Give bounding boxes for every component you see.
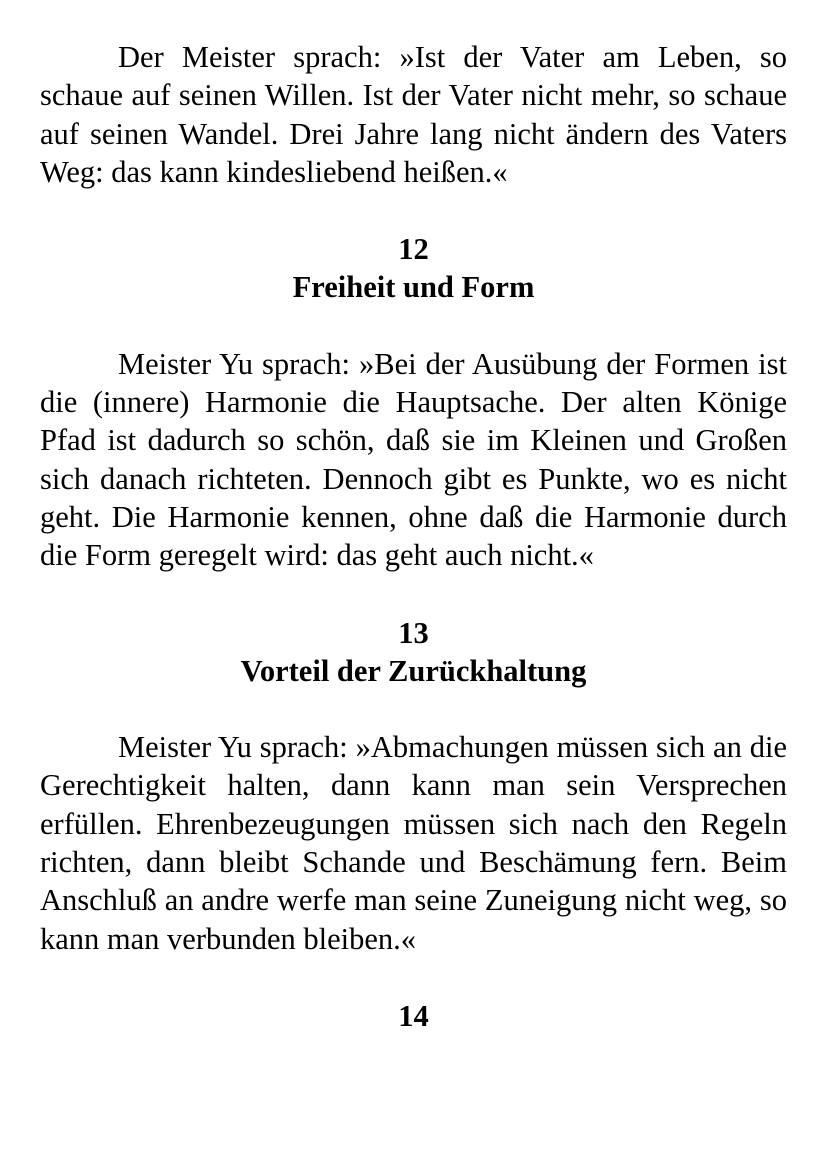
section-number: 13 <box>398 615 429 650</box>
section-paragraph: Meister Yu sprach: »Abmachungen müssen sich an die Gerechtigkeit halten, dann kann man sein Versprechen erfüllen. Ehrenbezeugungen müssen sich nach den Regeln richten, dann bleibt Schande und Beschämung fern. Beim Anschluß an andre werfe man seine Zuneigung nicht weg, so kann man verbunden bleiben.« <box>40 730 787 956</box>
section-number: 12 <box>398 232 429 267</box>
spacer <box>40 575 787 614</box>
section-paragraph: Meister Yu sprach: »Bei der Ausübung der Formen ist die (innere) Harmonie die Hauptsache. Der alten Könige Pfad ist dadurch so schön, daß sie im Kleinen und Großen sich danach richteten. Dennoch gibt es Punkte, wo es nicht geht. Die Harmonie kennen, ohne daß die Harmonie durch die Form geregelt wird: das geht auch nicht.« <box>40 346 787 573</box>
section-13 <box>40 614 787 958</box>
book-page <box>40 38 787 1035</box>
section-12 <box>40 230 787 574</box>
section-14 <box>40 997 787 1035</box>
spacer <box>40 307 787 345</box>
section-title: Vorteil der Zurückhaltung <box>240 653 587 688</box>
spacer <box>40 690 787 728</box>
spacer <box>40 958 787 997</box>
section-number: 14 <box>398 998 429 1033</box>
section-title: Freiheit und Form <box>292 270 535 305</box>
spacer <box>40 191 787 230</box>
intro-paragraph: Der Meister sprach: »Ist der Vater am Leben, so schaue auf seinen Willen. Ist der Vater nicht mehr, so schaue auf seinen Wandel. Drei Jahre lang nicht ändern des Vaters Weg: das kann kindesliebend heißen.« <box>40 40 787 189</box>
